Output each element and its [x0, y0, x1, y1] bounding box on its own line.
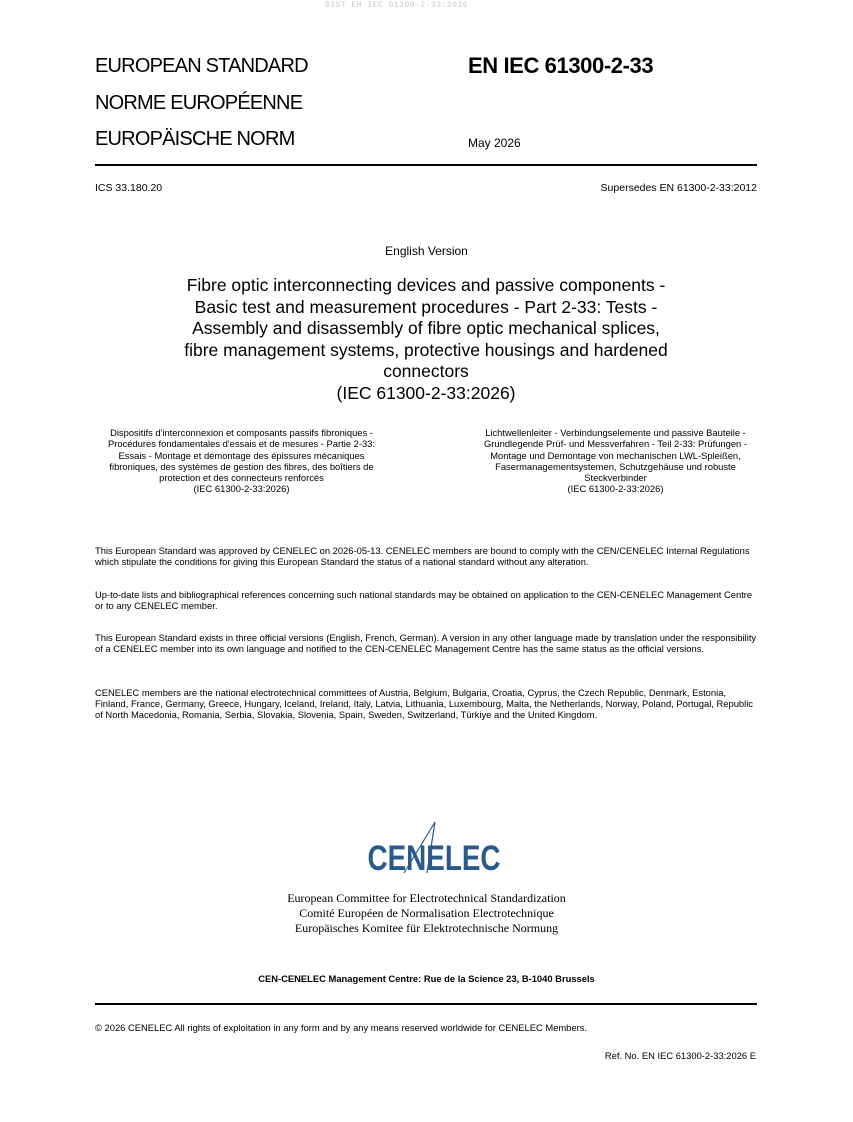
publication-date: May 2026	[468, 136, 521, 150]
title-en: EUROPEAN STANDARD	[95, 55, 308, 77]
organization-en: European Committee for Electrotechnical Standardization	[287, 891, 566, 905]
language-version: English Version	[385, 244, 468, 258]
german-title	[478, 427, 753, 495]
organization-de: Europäisches Komitee für Elektrotechnische Normung	[294, 921, 559, 935]
title-fr: NORME EUROPÉENNE	[95, 92, 303, 114]
reference-number: Ref. No. EN IEC 61300-2-33:2026 E	[604, 1050, 756, 1061]
organization-fr: Comité Européen de Normalisation Electrotechnique	[299, 906, 554, 920]
german-title-text: Lichtwellenleiter - Verbindungselemente und passive Bauteile - Grundlegende Prüf- und Messverfahren - Teil 2-33: Prüfungen - Montage und Demontage von mechanischen LWL-Spleißen, Fasermanagementsystemen, Schutzgehäuse und robuste Steckverbinder	[484, 427, 747, 484]
ics-code: ICS 33.180.20	[95, 182, 163, 194]
french-title	[104, 427, 379, 495]
title-line: Assembly and disassembly of fibre optic mechanical splices,	[192, 318, 660, 338]
footer-divider	[95, 1003, 757, 1005]
cenelec-logo-text: CENELEC	[367, 839, 501, 878]
french-title-ref: (IEC 61300-2-33:2026)	[193, 483, 290, 495]
title-line: (IEC 61300-2-33:2026)	[336, 382, 516, 403]
header-divider	[95, 164, 757, 166]
standard-number: EN IEC 61300-2-33	[468, 53, 654, 78]
management-centre-address: CEN-CENELEC Management Centre: Rue de la Science 23, B-1040 Brussels	[258, 973, 595, 984]
copyright-notice: © 2026 CENELEC All rights of exploitation in any form and by any means reserved worldwide for CENELEC Members.	[95, 1022, 588, 1033]
approval-paragraph: This European Standard was approved by CENELEC on 2026-05-13. CENELEC members are bound to comply with the CEN/CENELEC Internal Regulations which stipulate the conditions for giving this European Standard the status of a national standard without any alteration.	[95, 545, 750, 568]
cenelec-logo-mark	[364, 820, 504, 876]
references-paragraph: Up-to-date lists and bibliographical references concerning such national standards may be obtained on application to the CEN-CENELEC Management Centre or to any CENELEC member.	[95, 589, 753, 612]
watermark: SIST EN IEC 61300-2-33:2026	[324, 1, 469, 10]
title-line: connectors	[383, 361, 469, 381]
german-title-ref: (IEC 61300-2-33:2026)	[567, 483, 664, 495]
document-title	[126, 275, 726, 404]
french-title-text: Dispositifs d'interconnexion et composants passifs fibroniques - Procédures fondamentales d'essais et de mesures - Partie 2-33: Essais - Montage et démontage des épissures mécaniques fibroniques, des systèmes de gestion des fibres, des boîtiers de protection et des connecteurs renforcés	[107, 427, 376, 484]
title-line: Fibre optic interconnecting devices and passive components -	[186, 275, 666, 295]
members-paragraph: CENELEC members are the national electrotechnical committees of Austria, Belgium, Bulgaria, Croatia, Cyprus, the Czech Republic, Denmark, Estonia, Finland, France, Germany, Greece, Hungary, Iceland, Ireland, Italy, Latvia, Lithuania, Luxembourg, Malta, the Netherlands, Norway, Poland, Portugal, Republic of North Macedonia, Romania, Serbia, Slovakia, Slovenia, Spain, Sweden, Switzerland, Türkiye and the United Kingdom.	[95, 687, 753, 721]
title-line: fibre management systems, protective housings and hardened	[184, 339, 668, 360]
title-de: EUROPÄISCHE NORM	[95, 128, 295, 150]
cenelec-logo	[364, 820, 504, 876]
supersedes: Supersedes EN 61300-2-33:2012	[600, 182, 757, 194]
versions-paragraph: This European Standard exists in three official versions (English, French, German). A version in any other language made by translation under the responsibility of a CENELEC member into its own language and notified to the CEN-CENELEC Management Centre has the same status as the official versions.	[95, 632, 757, 655]
title-line: Basic test and measurement procedures - Part 2-33: Tests -	[194, 296, 658, 317]
